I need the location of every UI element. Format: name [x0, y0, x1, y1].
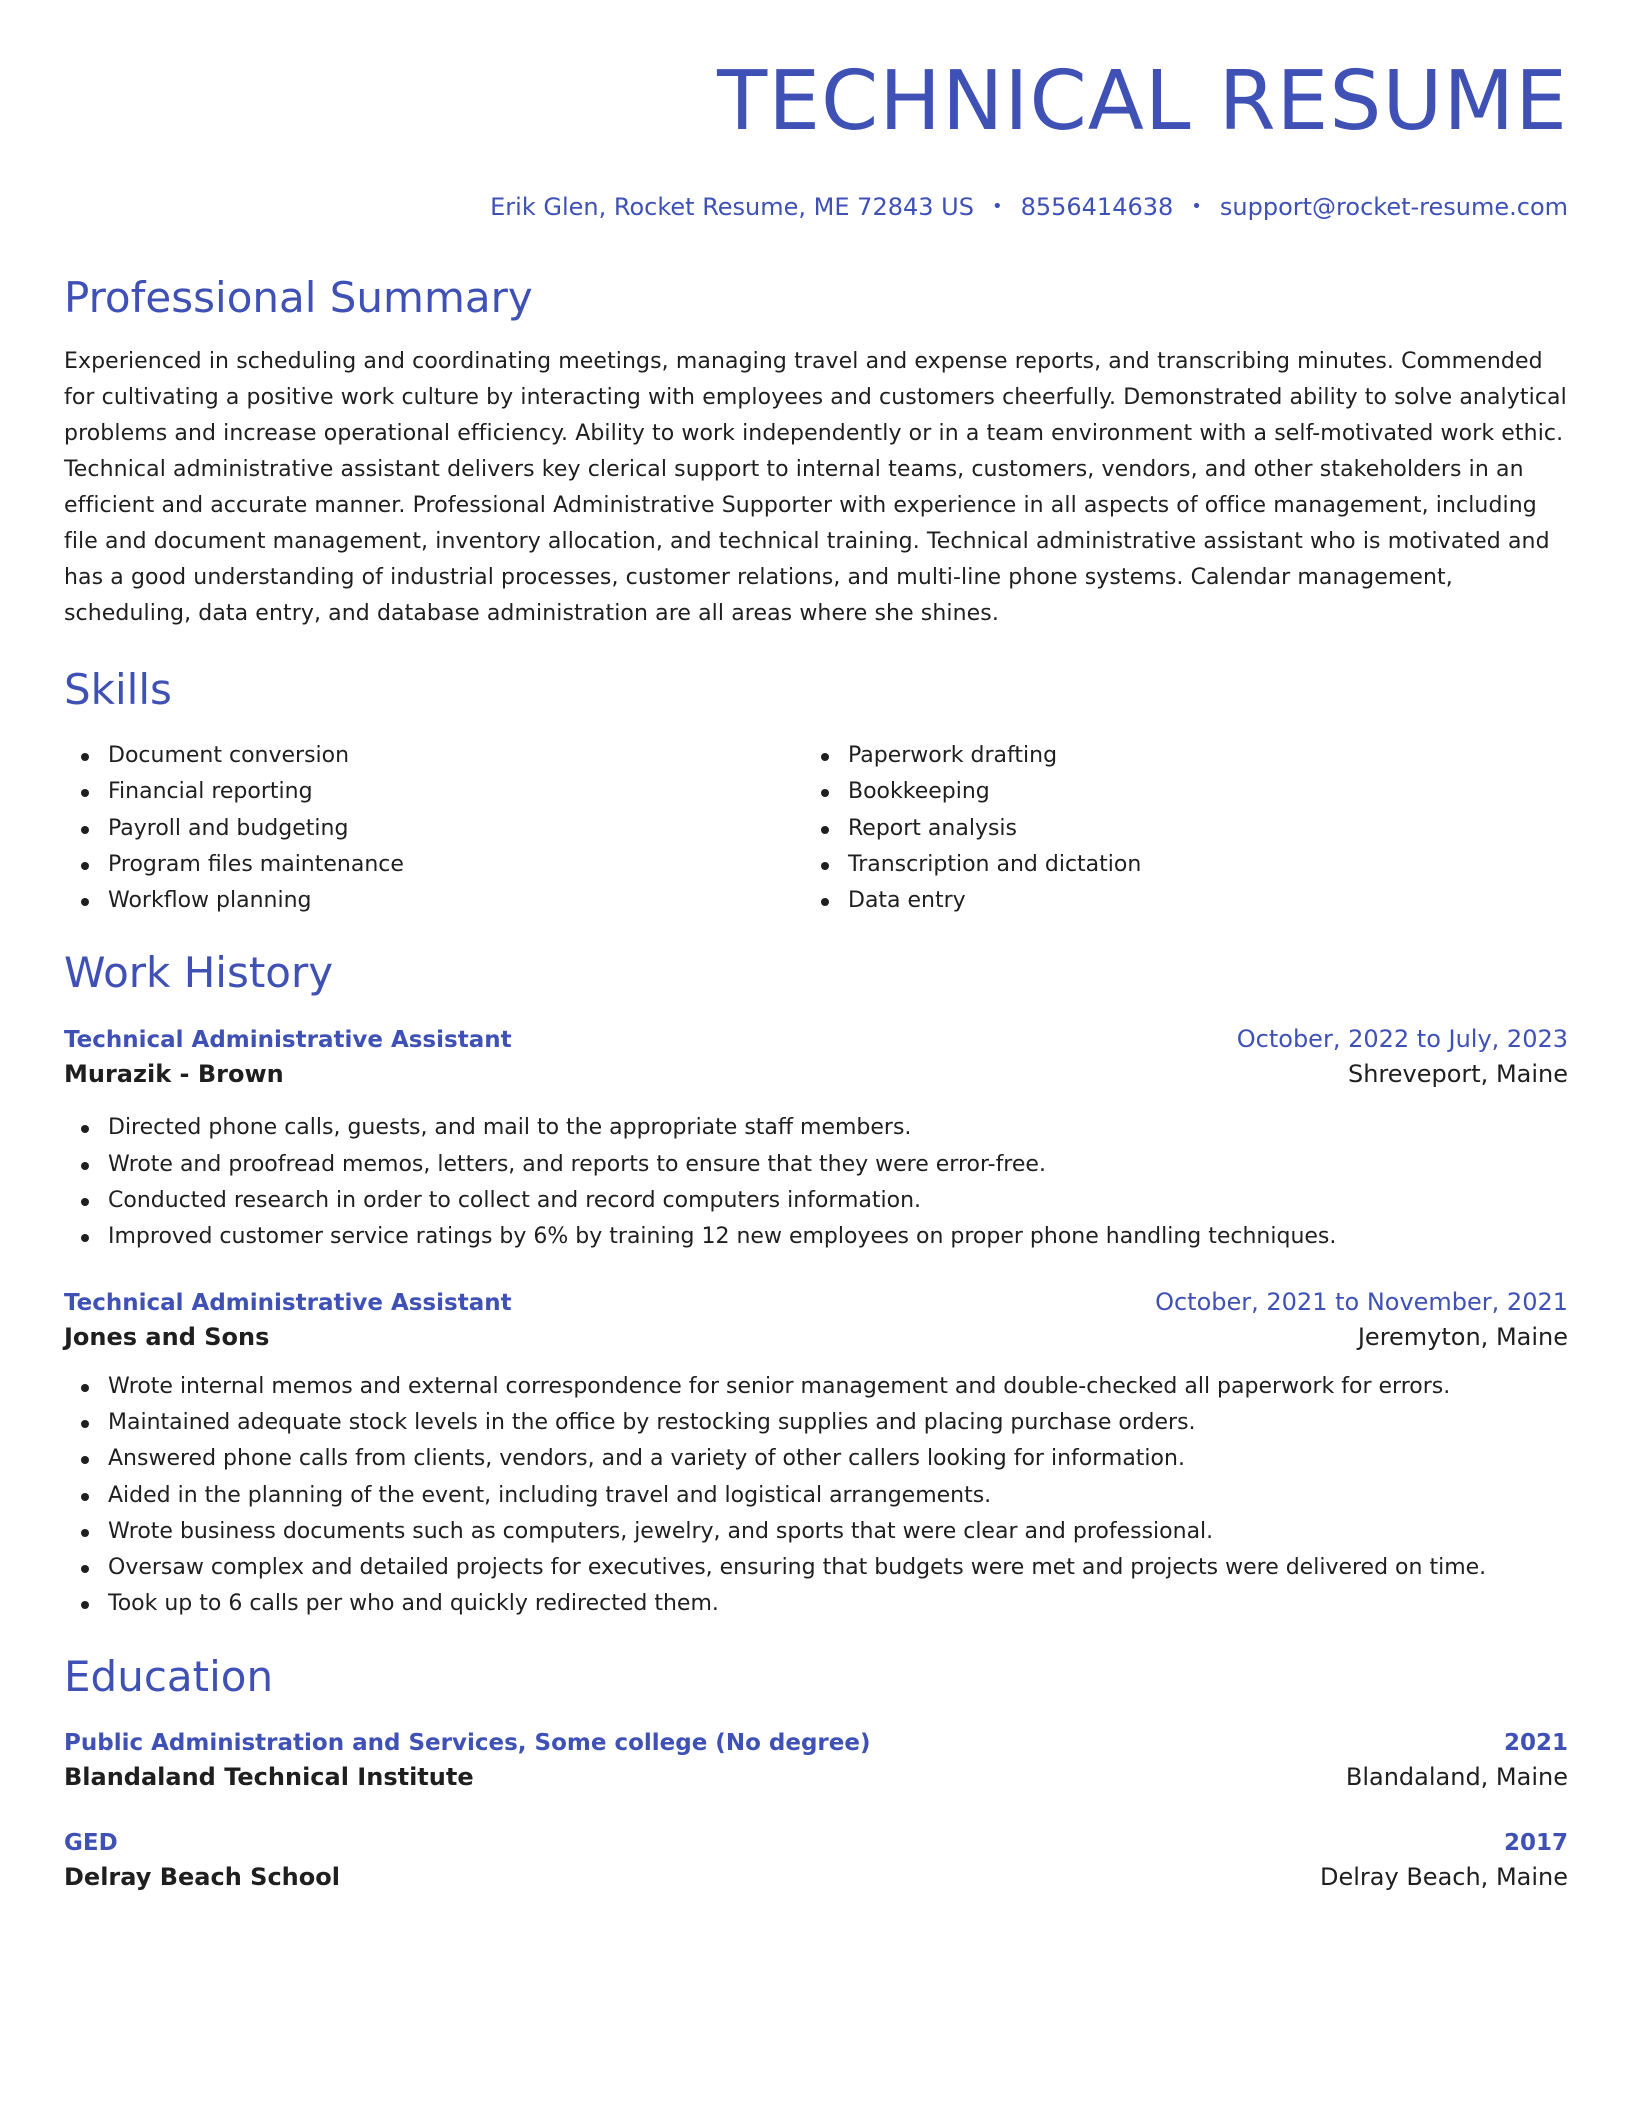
- skill-item: Paperwork drafting: [804, 738, 1141, 774]
- skill-item: Data entry: [804, 883, 1141, 919]
- job-location: Shreveport, Maine: [1347, 1060, 1568, 1089]
- education-degree: Public Administration and Services, Some college (No degree): [64, 1729, 871, 1756]
- education-entry: [64, 1827, 1568, 1895]
- skill-item: Bookkeeping: [804, 774, 1141, 810]
- education-school-row: [64, 1759, 1568, 1795]
- education-year: 2021: [1503, 1729, 1568, 1756]
- job-bullets: [64, 1369, 1568, 1623]
- job-title: Technical Administrative Assistant: [64, 1289, 512, 1316]
- job-bullet: Wrote and proofread memos, letters, and reports to ensure that they were error-free.: [64, 1147, 1568, 1183]
- job-bullet: Maintained adequate stock levels in the office by restocking supplies and placing purchase orders.: [64, 1405, 1568, 1441]
- job-entry: [64, 1023, 1568, 1255]
- contact-line: [64, 192, 1568, 222]
- job-bullet: Answered phone calls from clients, vendors, and a variety of other callers looking for information.: [64, 1441, 1568, 1477]
- skill-item: Transcription and dictation: [804, 847, 1141, 883]
- skills-heading: Skills: [64, 665, 172, 714]
- job-company-row: [64, 1056, 1568, 1092]
- job-header-row: [64, 1023, 1568, 1056]
- summary-heading: Professional Summary: [64, 273, 533, 322]
- contact-separator: •: [991, 196, 1003, 217]
- education-degree: GED: [64, 1829, 118, 1856]
- education-heading: Education: [64, 1651, 274, 1701]
- job-bullet: Aided in the planning of the event, including travel and logistical arrangements.: [64, 1478, 1568, 1514]
- skill-item: Report analysis: [804, 811, 1141, 847]
- skill-item: Payroll and budgeting: [64, 811, 804, 847]
- skills-column-right: [804, 738, 1141, 919]
- job-bullet: Improved customer service ratings by 6% by training 12 new employees on proper phone handling techniques.: [64, 1219, 1568, 1255]
- job-bullet: Wrote business documents such as computers, jewelry, and sports that were clear and professional.: [64, 1514, 1568, 1550]
- skills-list: [64, 738, 1568, 919]
- education-header-row: [64, 1727, 1568, 1759]
- education-school-row: [64, 1859, 1568, 1895]
- education-year: 2017: [1503, 1829, 1568, 1856]
- job-company: Jones and Sons: [64, 1322, 270, 1351]
- education-school: Delray Beach School: [64, 1862, 340, 1891]
- job-header-row: [64, 1286, 1568, 1319]
- contact-email: support@rocket-resume.com: [1219, 193, 1568, 221]
- job-title: Technical Administrative Assistant: [64, 1027, 512, 1054]
- job-bullets: [64, 1110, 1568, 1255]
- resume-title: TECHNICAL RESUME: [717, 54, 1568, 149]
- education-school: Blandaland Technical Institute: [64, 1762, 474, 1791]
- job-company: Murazik - Brown: [64, 1060, 284, 1089]
- work-history-heading: Work History: [64, 948, 334, 998]
- job-bullet: Directed phone calls, guests, and mail to the appropriate staff members.: [64, 1110, 1568, 1146]
- job-bullet: Took up to 6 calls per who and quickly redirected them.: [64, 1586, 1568, 1622]
- skill-item: Workflow planning: [64, 883, 804, 919]
- skills-column-left: [64, 738, 804, 919]
- education-location: Delray Beach, Maine: [1320, 1862, 1568, 1891]
- education-header-row: [64, 1827, 1568, 1859]
- summary-text: Experienced in scheduling and coordinating meetings, managing travel and expense reports, and transcribing minutes. Commended for cultivating a positive work culture by interacting with employees and customers cheerfully. Demonstrated ability to solve analytical problems and increase operational efficiency. Ability to work independently or in a team environment with a self-motivated work ethic. Technical administrative assistant delivers key clerical support to internal teams, customers, vendors, and other stakeholders in an efficient and accurate manner. Professional Administrative Supporter with experience in all aspects of office management, including file and document management, inventory allocation, and technical training. Technical administrative assistant who is motivated and has a good understanding of industrial processes, customer relations, and multi-line phone systems. Calendar management, scheduling, data entry, and database administration are all areas where she shines.: [64, 349, 1567, 626]
- skill-item: Document conversion: [64, 738, 804, 774]
- skill-item: Program files maintenance: [64, 847, 804, 883]
- job-bullet: Conducted research in order to collect and record computers information.: [64, 1183, 1568, 1219]
- contact-address: Erik Glen, Rocket Resume, ME 72843 US: [490, 193, 974, 221]
- skill-item: Financial reporting: [64, 774, 804, 810]
- job-entry: [64, 1286, 1568, 1623]
- job-bullet: Oversaw complex and detailed projects for executives, ensuring that budgets were met and projects were delivered on time.: [64, 1550, 1568, 1586]
- contact-phone: 8556414638: [1020, 193, 1174, 221]
- contact-separator: •: [1191, 196, 1202, 217]
- education-location: Blandaland, Maine: [1345, 1762, 1568, 1791]
- education-entry: [64, 1727, 1568, 1795]
- job-dates: October, 2021 to November, 2021: [1155, 1287, 1568, 1316]
- job-dates: October, 2022 to July, 2023: [1236, 1025, 1568, 1054]
- job-location: Jeremyton, Maine: [1357, 1322, 1568, 1351]
- job-bullet: Wrote internal memos and external correspondence for senior management and double-checked all paperwork for errors.: [64, 1369, 1568, 1405]
- job-company-row: [64, 1319, 1568, 1355]
